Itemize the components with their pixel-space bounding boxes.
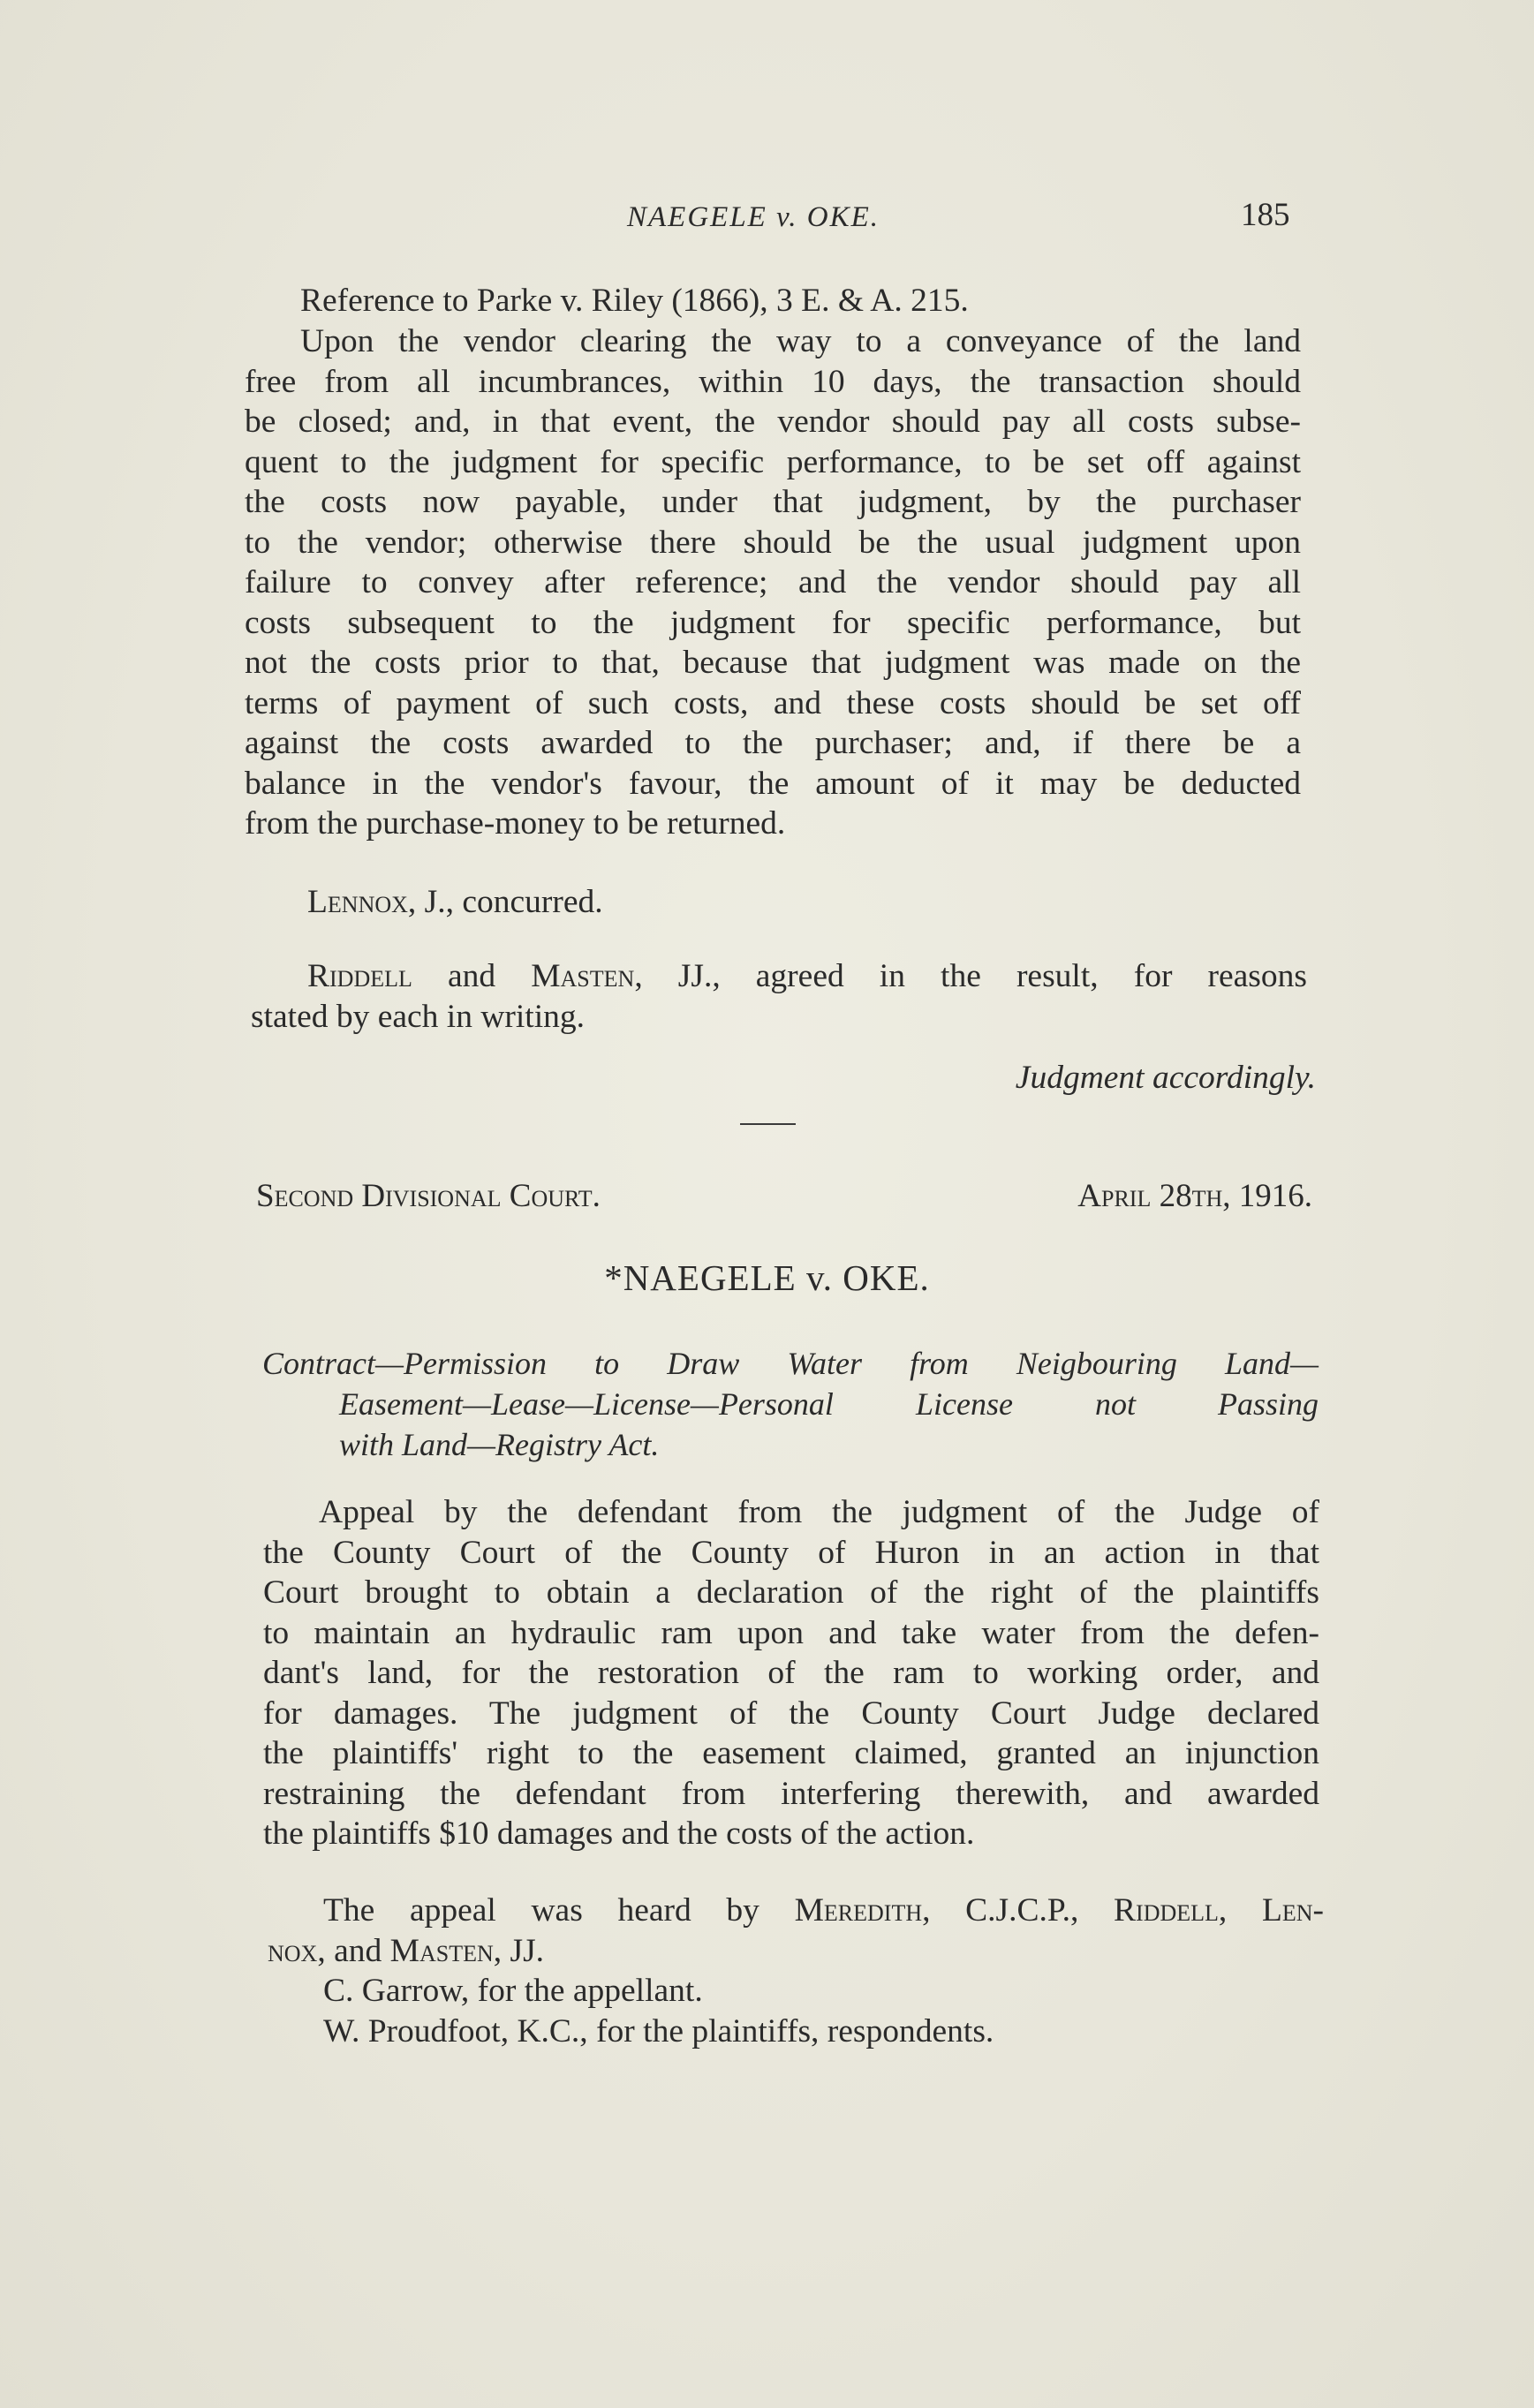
judge-name: Masten <box>389 1932 494 1969</box>
judge-name: Riddell <box>1114 1892 1219 1929</box>
paragraph-line: the County Court of the County of Huron in an action in that <box>263 1534 1319 1571</box>
judgment-line <box>963 1058 1316 1098</box>
judge-name: nox <box>268 1932 318 1969</box>
paragraph-line: to the vendor; otherwise there should be the usual judgment upon <box>245 524 1301 561</box>
judge-name: Riddell <box>307 958 412 994</box>
lennox-concurrence <box>307 882 1305 923</box>
judge-name: Meredith <box>794 1892 923 1929</box>
headnote-line: Contract—Permission to Draw Water from Neigbouring Land— <box>262 1346 1319 1381</box>
page-header <box>0 197 1534 245</box>
hearing-text: , JJ. <box>493 1932 545 1969</box>
paragraph-line: against the costs awarded to the purchaser; and, if there be a <box>245 725 1301 761</box>
appeal-paragraph <box>263 1492 1319 1854</box>
paragraph-line: terms of payment of such costs, and these costs should be set off <box>245 684 1301 721</box>
paragraph-line: to maintain an hydraulic ram upon and take water from the defen- <box>263 1614 1319 1651</box>
judgment-text: Judgment accordingly. <box>1015 1060 1316 1096</box>
paragraph-line: the plaintiffs' right to the easement claimed, granted an injunction <box>263 1735 1319 1771</box>
conjunction-text: and <box>412 958 532 994</box>
reference-line <box>300 281 1307 321</box>
paragraph-line: Upon the vendor clearing the way to a conveyance of the land <box>300 323 1301 359</box>
counsel-appellant: C. Garrow, for the appellant. <box>323 1973 703 2009</box>
concurrence-text: stated by each in writing. <box>251 998 586 1035</box>
opening-paragraph <box>245 321 1301 844</box>
paragraph-line: the plaintiffs $10 damages and the costs of the action. <box>263 1815 975 1852</box>
hearing-paragraph <box>268 1891 1324 2051</box>
concurrence-text: , J., concurred. <box>407 884 603 920</box>
headnote <box>262 1343 1319 1465</box>
paragraph-line: not the costs prior to that, because that judgment was made on the <box>245 645 1301 681</box>
headnote-line: with Land—Registry Act. <box>339 1427 660 1462</box>
paragraph-line: free from all incumbrances, within 10 days, the transaction should <box>245 363 1301 400</box>
case-title: *NAEGELE v. OKE. <box>604 1257 930 1298</box>
paragraph-line: Appeal by the defendant from the judgment of the Judge of <box>319 1494 1319 1530</box>
paragraph-line: dant's land, for the restoration of the ram to working order, and <box>263 1655 1319 1691</box>
hearing-text: , <box>1218 1892 1262 1929</box>
paragraph-line: failure to convey after reference; and the vendor should pay all <box>245 564 1301 600</box>
hearing-text: , C.J.C.P., <box>922 1892 1115 1929</box>
riddell-masten-concurrence <box>251 956 1307 1037</box>
hearing-text: , and <box>317 1932 390 1969</box>
running-title: NAEGELE v. OKE. <box>627 201 880 233</box>
paragraph-line: Court brought to obtain a declaration of the right of the plaintiffs <box>263 1574 1319 1611</box>
paragraph-line: for damages. The judgment of the County Court Judge declared <box>263 1695 1319 1732</box>
page-number: 185 <box>1241 197 1290 233</box>
paragraph-line: balance in the vendor's favour, the amount of it may be deducted <box>245 765 1301 802</box>
decision-date: April 28th, 1916. <box>1077 1178 1312 1214</box>
section-divider <box>740 1123 796 1125</box>
judge-name: Len- <box>1261 1892 1325 1929</box>
paragraph-line: costs subsequent to the judgment for specific performance, but <box>245 604 1301 641</box>
paragraph-line: from the purchase-money to be returned. <box>245 805 786 842</box>
headnote-line: Easement—Lease—License—Personal License not Passing <box>339 1386 1319 1422</box>
counsel-respondent: W. Proudfoot, K.C., for the plaintiffs, respondents. <box>323 2012 994 2049</box>
paragraph-line: be closed; and, in that event, the vendor should pay all costs subse- <box>245 404 1301 440</box>
paragraph-line: the costs now payable, under that judgment, by the purchaser <box>245 484 1301 520</box>
court-name: Second Divisional Court. <box>256 1178 601 1214</box>
reference-text: Reference to Parke v. Riley (1866), 3 E. & A. 215. <box>300 283 969 319</box>
judge-name: Lennox <box>307 884 408 920</box>
paragraph-line: quent to the judgment for specific performance, to be set off against <box>245 443 1301 480</box>
judge-name: Masten <box>531 958 635 994</box>
concurrence-text: , JJ., agreed in the result, for reasons <box>634 958 1307 994</box>
paragraph-line: restraining the defendant from interfering therewith, and awarded <box>263 1775 1319 1812</box>
hearing-text: The appeal was heard by <box>323 1892 795 1929</box>
